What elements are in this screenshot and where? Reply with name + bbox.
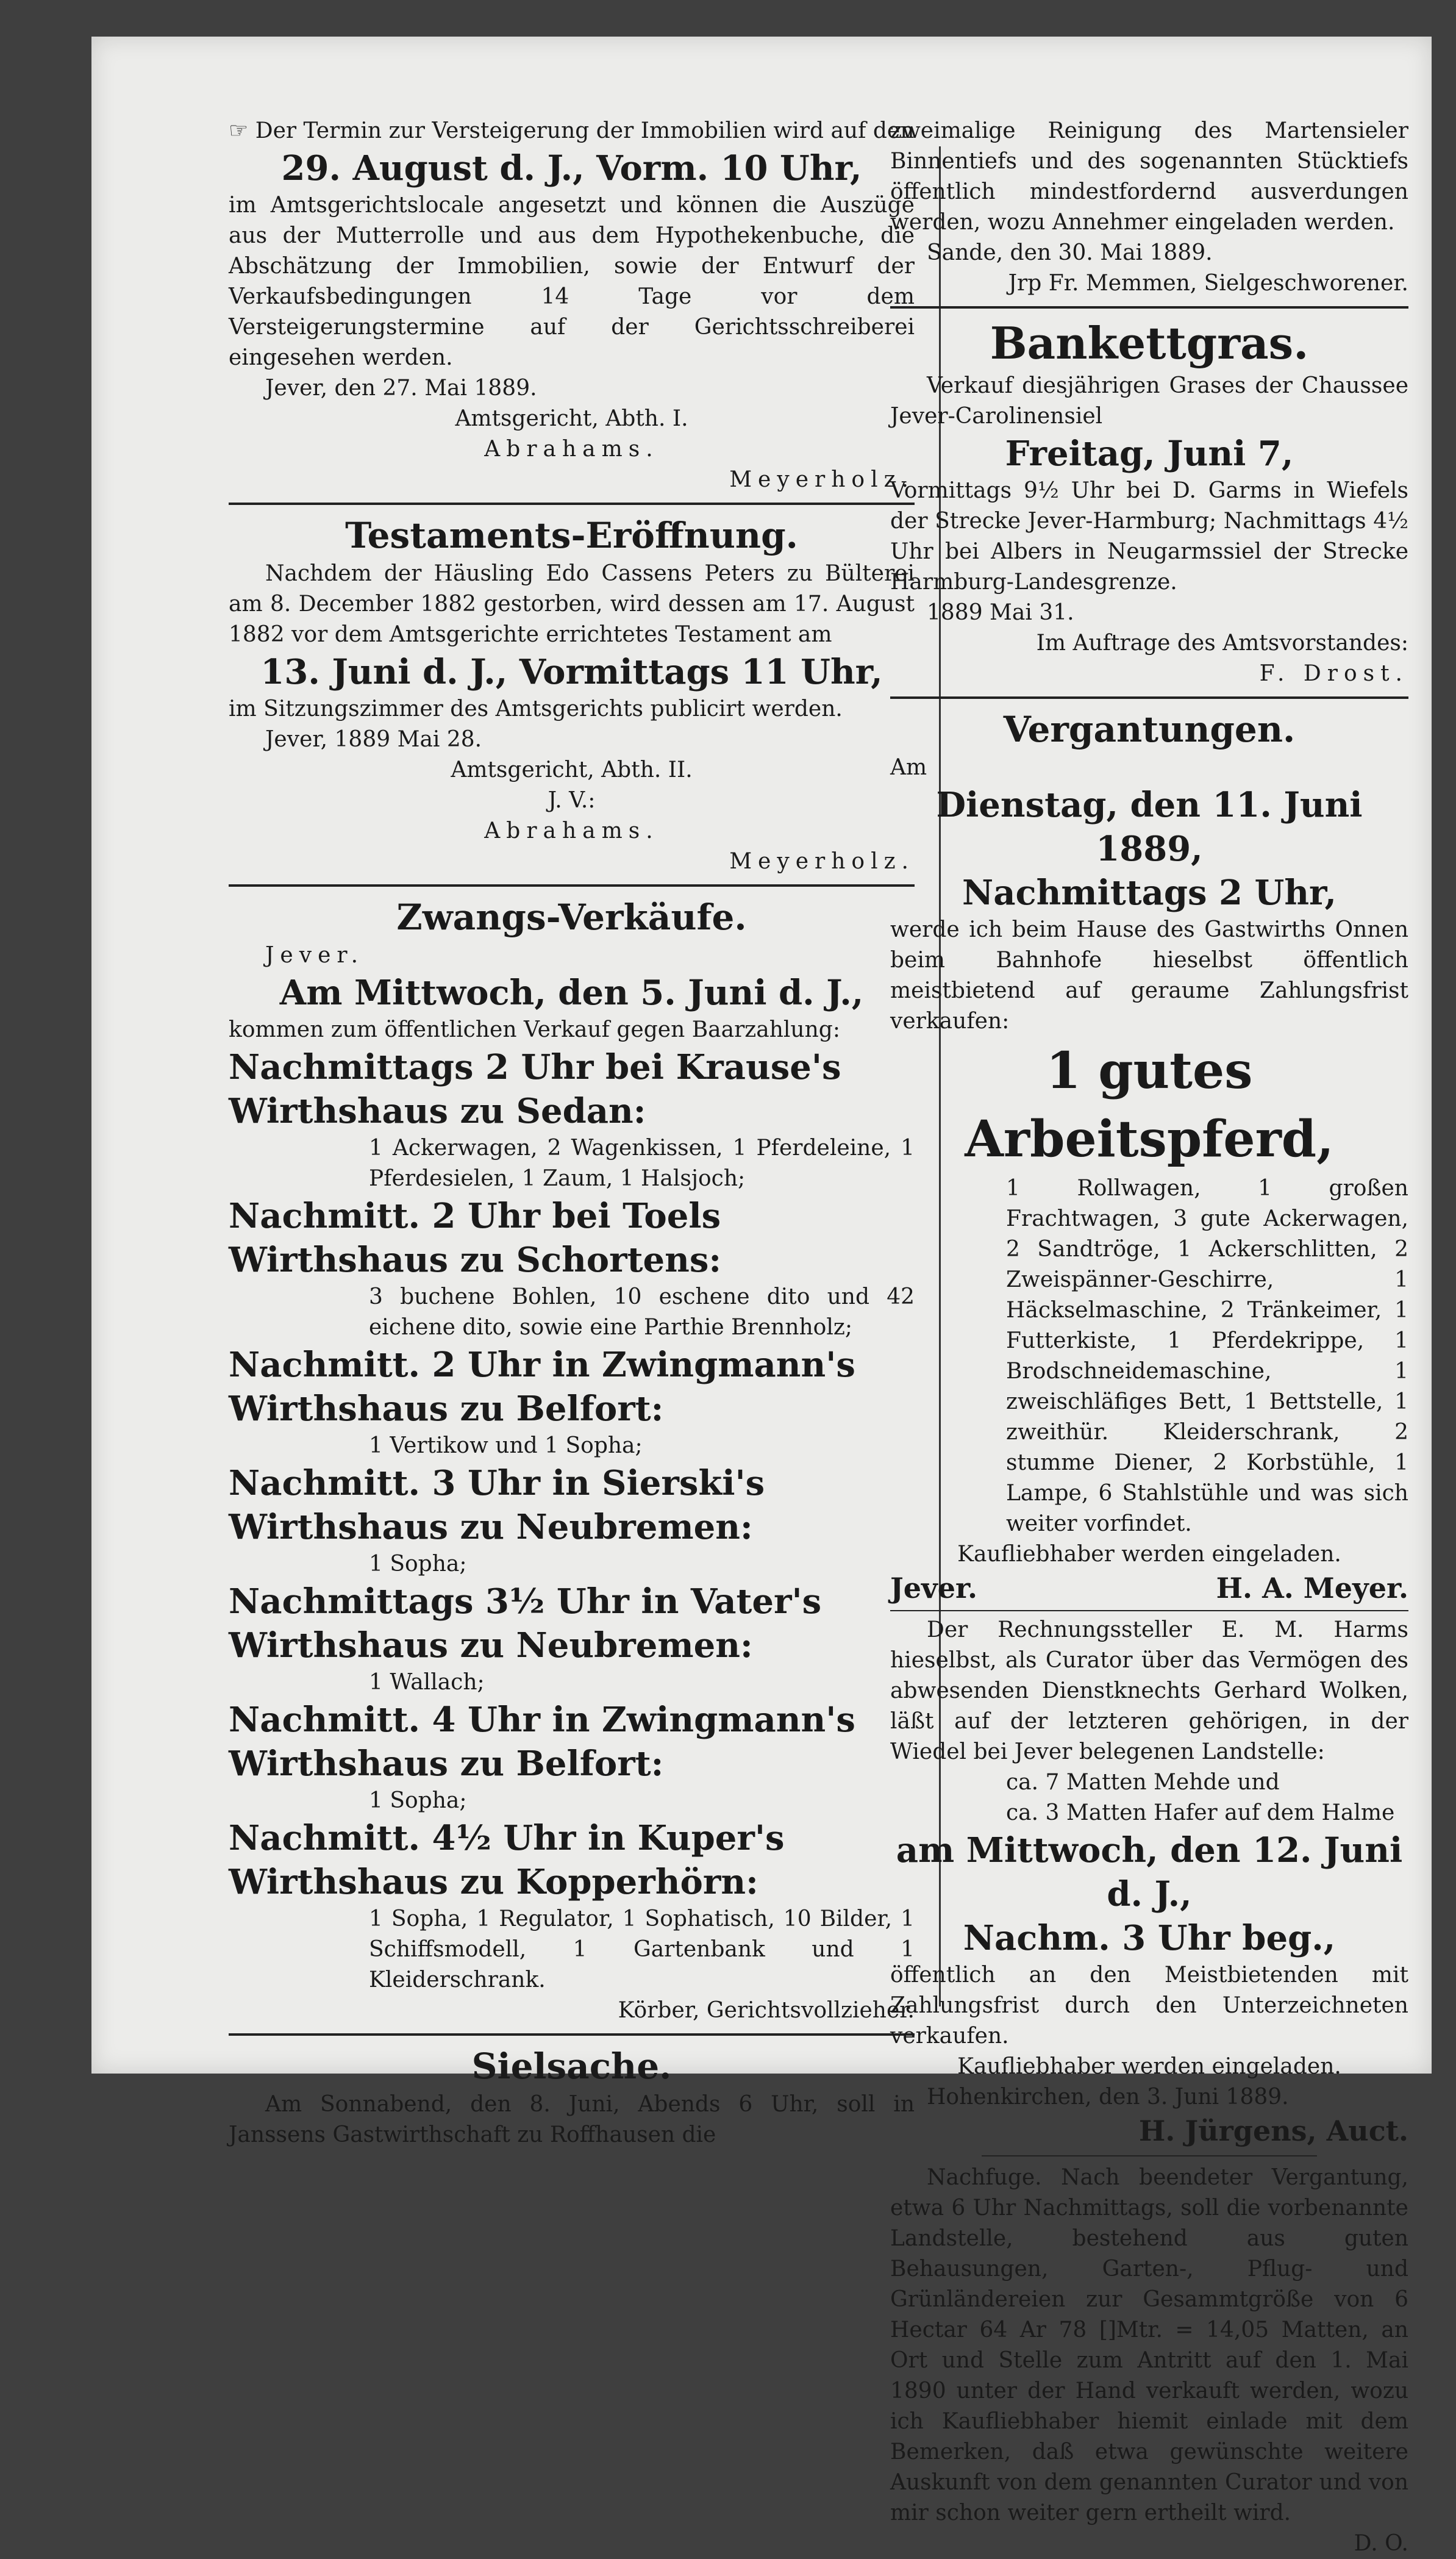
- bankettgras-notice: [890, 316, 1408, 689]
- siel-notice-continued: [890, 116, 1408, 299]
- section-title: Zwangs-Verkäufe.: [396, 897, 747, 938]
- notice-clerk: Meyerholz.: [729, 467, 915, 492]
- section-rule: [229, 2033, 915, 2036]
- notice-highlight: 1 gutes Arbeitspferd,: [965, 1042, 1334, 1169]
- notice-signer: F. Drost.: [1259, 661, 1408, 686]
- notice-place: Jever.: [890, 1572, 978, 1605]
- notice-place-date: Jever, den 27. Mai 1889.: [265, 376, 537, 401]
- sale-heading-2: Nachmitt. 2 Uhr bei Toels Wirthshaus zu Schortens:: [229, 1196, 722, 1280]
- sale-items-1: 1 Ackerwagen, 2 Wagenkissen, 1 Pferdeleine, 1 Pferdesielen, 1 Zaum, 1 Halsjoch;: [369, 1136, 915, 1191]
- left-column: [229, 116, 915, 2150]
- sale-heading-3: Nachmitt. 2 Uhr in Zwingmann's Wirthshaus zu Belfort:: [229, 1345, 855, 1429]
- notice-intro: Der Rechnungssteller E. M. Harms hieselbst, als Curator über das Vermögen des abwesenden Dienstknechts Gerhard Wolken, läßt auf der letzteren gehörigen, in der Wiedel bei Jever belegenen Landstelle:: [890, 1617, 1408, 1764]
- notice-judge: Abrahams.: [484, 437, 659, 462]
- sale-items-3: 1 Vertikow und 1 Sopha;: [369, 1433, 643, 1458]
- notice-initials: D. O.: [1354, 2531, 1408, 2556]
- notice-year-date: 1889 Mai 31.: [927, 600, 1074, 625]
- section-rule: [890, 1610, 1408, 1611]
- notice-signer: H. A. Meyer.: [1216, 1572, 1408, 1605]
- notice-date: 29. August d. J., Vorm. 10 Uhr,: [281, 148, 862, 188]
- notice-date: 13. Juni d. J., Vormittags 11 Uhr,: [260, 652, 883, 692]
- curator-notice: [890, 1615, 1408, 2559]
- notice-authority: Im Auftrage des Amtsvorstandes:: [1036, 631, 1408, 656]
- notice-date: am Mittwoch, den 12. Juni d. J.,: [896, 1830, 1403, 1914]
- notice-invite: Kaufliebhaber werden eingeladen.: [957, 1542, 1341, 1567]
- notice-date: Am Mittwoch, den 5. Juni d. J.,: [279, 973, 864, 1013]
- signature-row: [890, 1570, 1408, 1606]
- section-rule: [229, 884, 915, 887]
- sale-heading-5: Nachmittags 3½ Uhr in Vater's Wirthshaus zu Neubremen:: [229, 1581, 822, 1666]
- notice-body: im Amtsgerichtslocale angesetzt und können die Auszüge aus der Mutterrolle und aus dem Hypothekenbuche, die Abschätzung der Immobilien, sowie der Entwurf der Verkaufsbedingungen 14 Tage vor dem Versteigerungstermine auf der Gerichtsschreiberei eingesehen werden.: [229, 193, 915, 370]
- sale-items-6: 1 Sopha;: [369, 1788, 467, 1813]
- notice-iv: J. V.:: [548, 788, 596, 813]
- testament-notice: [229, 512, 915, 877]
- sale-items-2: 3 buchene Bohlen, 10 eschene dito und 42 eichene dito, sowie eine Parthie Brennholz;: [369, 1284, 915, 1340]
- right-column: [890, 116, 1408, 2559]
- notice-place: Jever.: [265, 943, 365, 968]
- sale-heading-4: Nachmitt. 3 Uhr in Sierski's Wirthshaus zu Neubremen:: [229, 1463, 765, 1547]
- newspaper-page: [91, 37, 1432, 2556]
- section-title: Bankettgras.: [990, 317, 1309, 369]
- notice-body: Am Sonnabend, den 8. Juni, Abends 6 Uhr, soll in Janssens Gastwirthschaft zu Roffhausen die: [229, 2092, 915, 2147]
- sale-items-7: 1 Sopha, 1 Regulator, 1 Sophatisch, 10 Bilder, 1 Schiffsmodell, 1 Gartenbank und 1 Kleiderschrank.: [369, 1906, 915, 1992]
- section-rule: [890, 696, 1408, 699]
- notice-signer: H. Jürgens, Auct.: [1138, 2114, 1408, 2147]
- notice-date: Freitag, Juni 7,: [1005, 434, 1294, 474]
- notice-time: Nachm. 3 Uhr beg.,: [963, 1918, 1336, 1958]
- sale-items-5: 1 Wallach;: [369, 1670, 485, 1695]
- notice-clerk: Meyerholz.: [729, 849, 915, 874]
- auction-notice-immobilien: [229, 116, 915, 495]
- notice-place-date: Hohenkirchen, den 3. Juni 1889.: [927, 2085, 1289, 2110]
- notice-body: öffentlich an den Meistbietenden mit Zahlungsfrist durch den Unterzeichneten verkaufen.: [890, 1963, 1408, 2049]
- notice-court: Amtsgericht, Abth. I.: [455, 406, 688, 431]
- notice-signature: Jrp Fr. Memmen, Sielgeschworener.: [1008, 271, 1408, 296]
- notice-body: zweimalige Reinigung des Martensieler Binnentiefs und des sogenannten Stücktiefs öffentlich mindestfordernd ausverdungen werden, wozu Annehmer eingeladen werden.: [890, 118, 1408, 235]
- notice-place-date: Jever, 1889 Mai 28.: [265, 727, 482, 752]
- notice-intro: Verkauf diesjährigen Grases der Chaussee Jever-Carolinensiel: [890, 373, 1408, 429]
- notice-item-1: ca. 7 Matten Mehde und: [1006, 1770, 1280, 1795]
- section-rule: [982, 2155, 1317, 2156]
- sale-items-4: 1 Sopha;: [369, 1552, 467, 1577]
- notice-intro: werde ich beim Hause des Gastwirths Onnen beim Bahnhofe hieselbst öffentlich meistbietend auf geraume Zahlungsfrist verkaufen:: [890, 917, 1408, 1034]
- section-title: Testaments-Eröffnung.: [345, 515, 798, 556]
- notice-item-2: ca. 3 Matten Hafer auf dem Halme: [1006, 1800, 1395, 1825]
- notice-signature: Körber, Gerichtsvollzieher.: [618, 1998, 915, 2023]
- notice-intro: ☞ Der Termin zur Versteigerung der Immobilien wird auf den: [229, 118, 915, 143]
- notice-court: Amtsgericht, Abth. II.: [451, 757, 693, 782]
- notice-body: Nachdem der Häusling Edo Cassens Peters zu Bülterei am 8. December 1882 gestorben, wird dessen am 17. August 1882 vor dem Amtsgerichte errichtetes Testament am: [229, 561, 915, 647]
- notice-intro: kommen zum öffentlichen Verkauf gegen Baarzahlung:: [229, 1017, 840, 1042]
- section-rule: [890, 306, 1408, 309]
- notice-invite: Kaufliebhaber werden eingeladen.: [957, 2054, 1341, 2079]
- notice-body: Vormittags 9½ Uhr bei D. Garms in Wiefels der Strecke Jever-Harmburg; Nachmittags 4½ Uhr bei Albers in Neugarmssiel der Strecke Harmburg-Landesgrenze.: [890, 478, 1408, 595]
- notice-postscript: Nachfuge. Nach beendeter Vergantung, etwa 6 Uhr Nachmittags, soll die vorbenannte Landstelle, bestehend aus guten Behausungen, Garten-, Pflug- und Grünländereien zur Gesammtgröße von 6 Hectar 64 Ar 78 []Mtr. = 14,05 Matten, an Ort und Stelle zum Antritt auf den 1. Mai 1890 unter der Hand verkauft werden, wozu ich Kaufliebhaber hiemit einlade mit dem Bemerken, daß etwa gewünschte weitere Auskunft von dem genannten Curator und von mir schon weiter gern ertheilt wird.: [890, 2165, 1408, 2525]
- notice-am: Am: [890, 755, 927, 780]
- sale-heading-7: Nachmitt. 4½ Uhr in Kuper's Wirthshaus zu Kopperhörn:: [229, 1818, 785, 1902]
- sale-heading-1: Nachmittags 2 Uhr bei Krause's Wirthshaus zu Sedan:: [229, 1047, 841, 1131]
- siel-notice: [229, 2043, 915, 2150]
- vergantungen-notice: [890, 706, 1408, 1606]
- notice-items: 1 Rollwagen, 1 großen Frachtwagen, 3 gute Ackerwagen, 2 Sandtröge, 1 Ackerschlitten, 2 Zweispänner-Geschirre, 1 Häckselmaschine, 2 Tränkeimer, 1 Futterkiste, 1 Pferdekrippe, 1 Brodschneidemaschine, 1 zweischläfiges Bett, 1 Bettstelle, 1 zweithür. Kleiderschrank, 2 stumme Diener, 2 Korbstühle, 1 Lampe, 6 Stahlstühle und was sich weiter vorfindet.: [1006, 1176, 1408, 1536]
- section-title: Sielsache.: [471, 2045, 672, 2087]
- section-title: Vergantungen.: [1003, 709, 1296, 750]
- forced-sales-notice: [229, 894, 915, 2026]
- sale-heading-6: Nachmitt. 4 Uhr in Zwingmann's Wirthshaus zu Belfort:: [229, 1700, 855, 1784]
- notice-date: Dienstag, den 11. Juni 1889,: [936, 785, 1363, 869]
- notice-time: Nachmittags 2 Uhr,: [962, 873, 1336, 913]
- section-rule: [229, 503, 915, 505]
- notice-place-date: Sande, den 30. Mai 1889.: [927, 240, 1213, 265]
- notice-body-2: im Sitzungszimmer des Amtsgerichts publicirt werden.: [229, 696, 843, 721]
- notice-judge: Abrahams.: [484, 818, 659, 843]
